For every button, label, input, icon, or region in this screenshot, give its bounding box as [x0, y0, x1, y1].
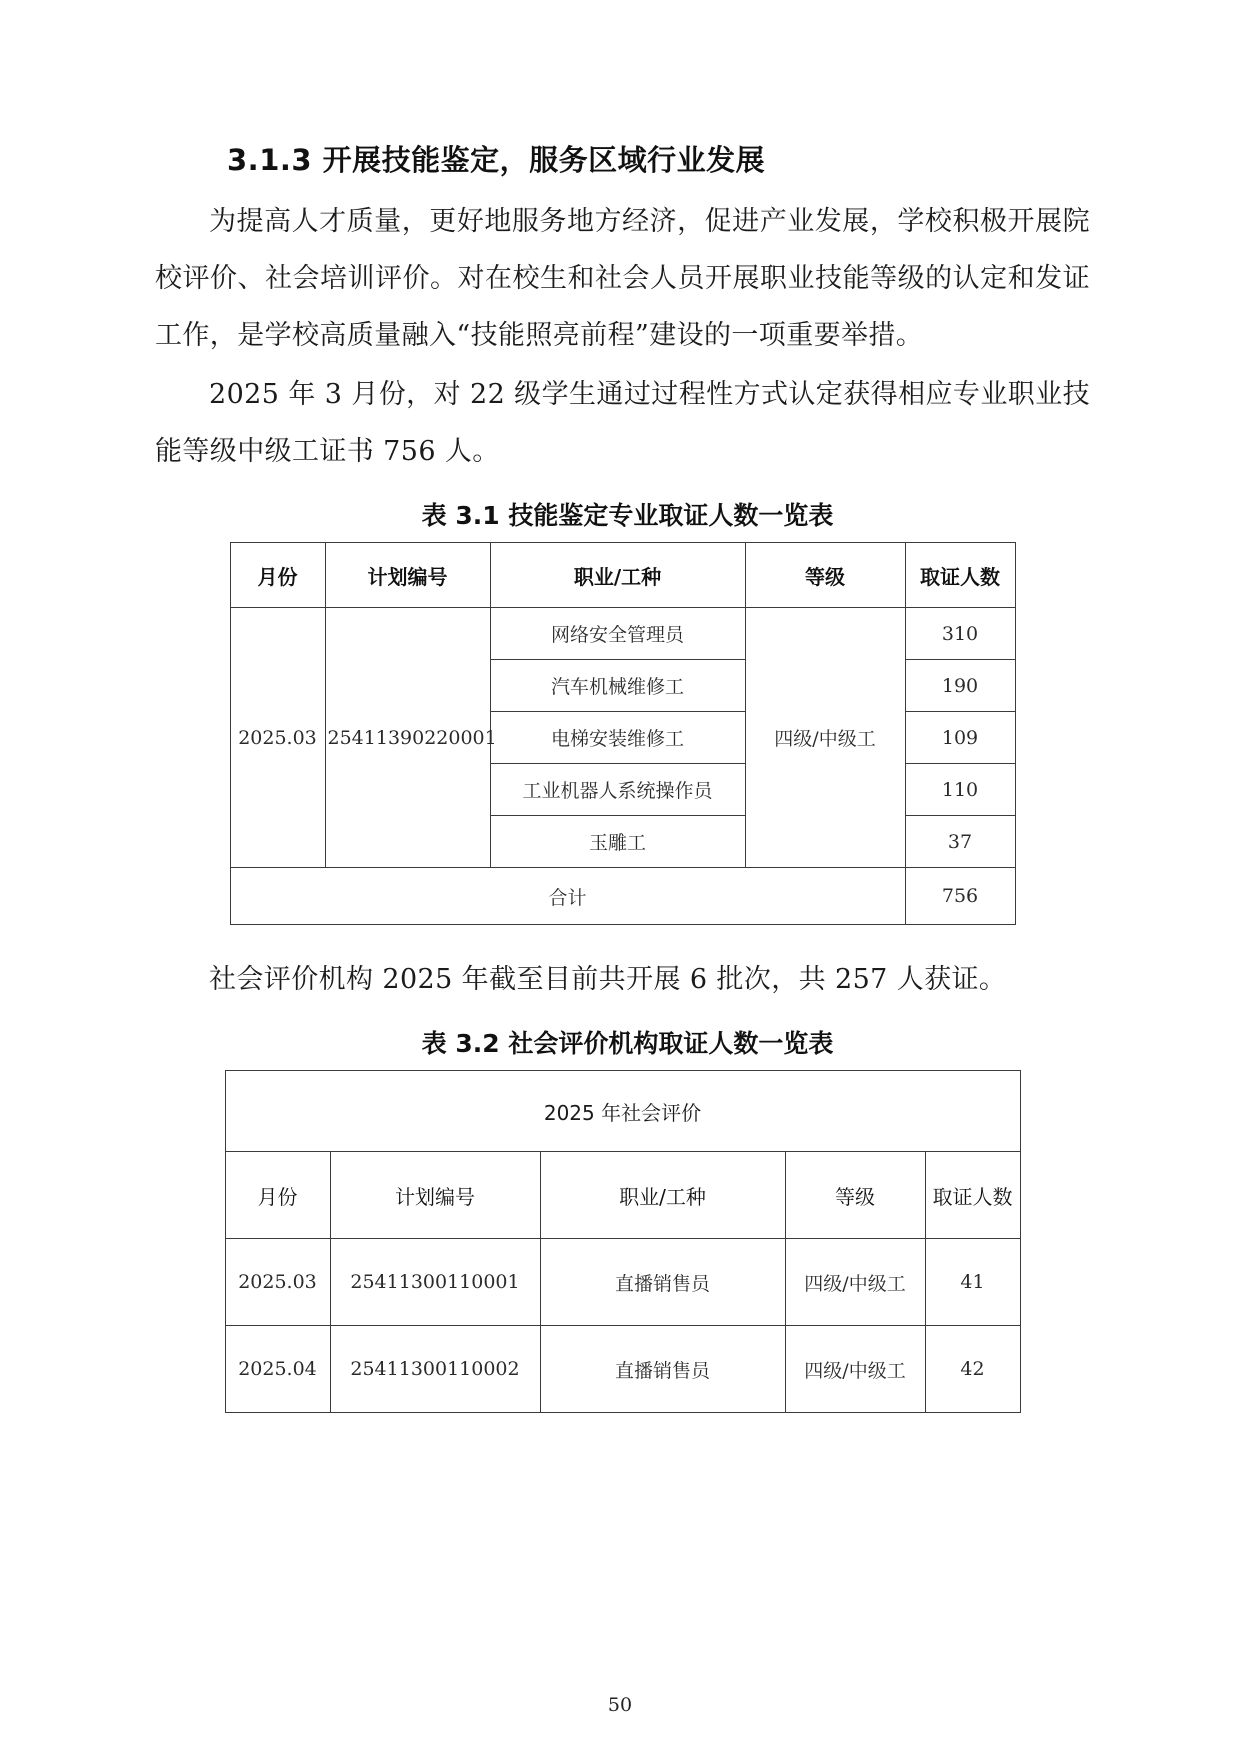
- column-header-plan-number: 计划编号: [325, 543, 490, 608]
- table-3-2-header-row: [225, 1152, 1020, 1239]
- table-3-1: [230, 542, 1016, 925]
- cell-plan-number: 25411300110002: [330, 1326, 540, 1413]
- cell-plan-number: 25411300110001: [330, 1239, 540, 1326]
- cell-count: 37: [905, 816, 1015, 868]
- cell-count: 310: [905, 608, 1015, 660]
- cell-occupation: 汽车机械维修工: [490, 660, 745, 712]
- cell-occupation: 网络安全管理员: [490, 608, 745, 660]
- table-3-2-caption: 表 3.2 社会评价机构取证人数一览表: [421, 1029, 834, 1058]
- cell-occupation: 电梯安装维修工: [490, 712, 745, 764]
- cell-count: 190: [905, 660, 1015, 712]
- column-header-plan-number: 计划编号: [330, 1152, 540, 1239]
- table-row: [230, 608, 1015, 660]
- cell-month: 2025.03: [230, 608, 325, 868]
- cell-count: 109: [905, 712, 1015, 764]
- cell-month: 2025.04: [225, 1326, 330, 1413]
- cell-count: 110: [905, 764, 1015, 816]
- cell-count: 42: [925, 1326, 1020, 1413]
- paragraph-2: 2025 年 3 月份，对 22 级学生通过过程性方式认定获得相应专业职业技能等级中级工证书 756 人。: [155, 379, 1090, 467]
- cell-occupation: 直播销售员: [540, 1239, 785, 1326]
- column-header-count: 取证人数: [905, 543, 1015, 608]
- cell-total-value: 756: [905, 868, 1015, 925]
- column-header-count: 取证人数: [925, 1152, 1020, 1239]
- table-3-1-caption: 表 3.1 技能鉴定专业取证人数一览表: [421, 501, 834, 530]
- column-header-month: 月份: [230, 543, 325, 608]
- table-row: [225, 1326, 1020, 1413]
- table-3-1-header-row: [230, 543, 1015, 608]
- column-header-level: 等级: [785, 1152, 925, 1239]
- cell-level: 四级/中级工: [785, 1239, 925, 1326]
- cell-level: 四级/中级工: [745, 608, 905, 868]
- column-header-occupation: 职业/工种: [540, 1152, 785, 1239]
- cell-occupation: 玉雕工: [490, 816, 745, 868]
- column-header-month: 月份: [225, 1152, 330, 1239]
- page-number: 50: [607, 1694, 633, 1716]
- cell-banner: 2025 年社会评价: [225, 1071, 1020, 1152]
- cell-month: 2025.03: [225, 1239, 330, 1326]
- cell-level: 四级/中级工: [785, 1326, 925, 1413]
- table-3-2-banner-row: [225, 1071, 1020, 1152]
- cell-occupation: 工业机器人系统操作员: [490, 764, 745, 816]
- table-total-row: [230, 868, 1015, 925]
- cell-occupation: 直播销售员: [540, 1326, 785, 1413]
- section-heading: 3.1.3 开展技能鉴定，服务区域行业发展: [227, 143, 766, 177]
- cell-total-label: 合计: [230, 868, 905, 925]
- cell-count: 41: [925, 1239, 1020, 1326]
- column-header-occupation: 职业/工种: [490, 543, 745, 608]
- paragraph-1: 为提高人才质量，更好地服务地方经济，促进产业发展，学校积极开展院校评价、社会培训评价。对在校生和社会人员开展职业技能等级的认定和发证工作，是学校高质量融入“技能照亮前程”建设的一项重要举措。: [155, 206, 1090, 351]
- table-3-2: [225, 1070, 1021, 1413]
- column-header-level: 等级: [745, 543, 905, 608]
- paragraph-3: 社会评价机构 2025 年截至目前共开展 6 批次，共 257 人获证。: [209, 964, 1007, 995]
- table-row: [225, 1239, 1020, 1326]
- cell-plan-number: 25411390220001: [325, 608, 490, 868]
